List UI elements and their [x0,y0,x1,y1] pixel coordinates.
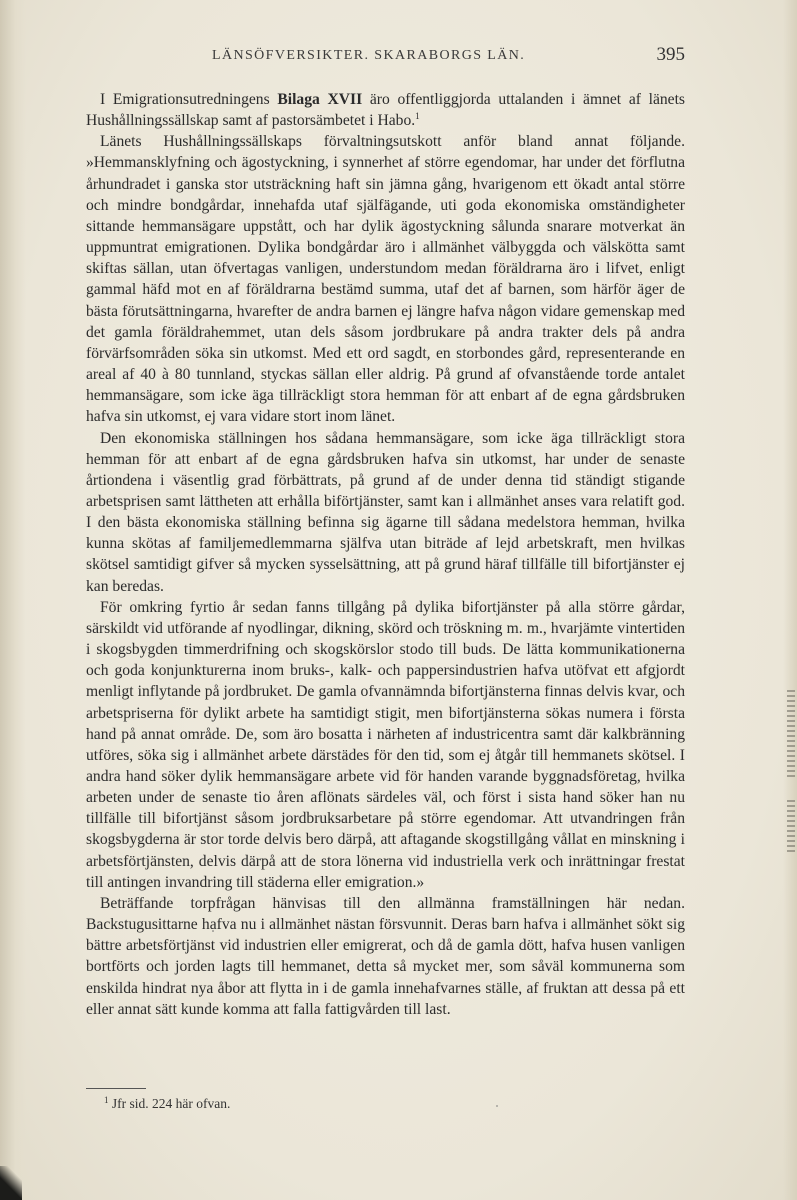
running-head: LÄNSÖFVERSIKTER. SKARABORGS LÄN. [212,48,526,63]
paragraph [86,89,685,131]
page-corner-shadow [0,1166,22,1200]
edge-mark [787,800,795,855]
body-text [86,89,685,1020]
footnote-marker: 1 [104,1095,109,1105]
footnote-divider [86,1088,146,1089]
paragraph-text: äro offentliggjorda uttalanden i ämnet af länets Hushållningssällskap samt af pastorsämbetet i Habo. [86,91,685,130]
page-number: 395 [656,44,685,65]
page-edge [783,0,797,1200]
footnote-reference: 1 [415,111,420,122]
paragraph: Länets Hushållningssällskaps förvaltningsutskott anför bland annat följande. »Hemmansklyfning och ägostyckning, i synnerhet af större egendomar, har under det förflutna århundradet i ganska stor utsträckning haft sin jämna gång, hvarigenom ett ökadt antal större och mindre bondgårdar, innehafda utaf själfägande, uti goda ekonomiska omständigheter sittande hemmansägare uppstått, och har dylik ägostyckning sålunda snarare motverkat än uppmuntrat emigrationen. Dylika bondgårdar äro i allmänhet välbyggda och välskötta samt skiftas sällan, utan öfvertagas vanligen, understundom medan föräldrarna äro i lifvet, enligt gammal häfd mot en af föräldrarna bestämd summa, utaf det af barnen, som härför äger de bästa förutsättningarna, hvarefter de andra barnen ej längre hafva någon vidare gemenskap med det gamla föräldrahemmet, utan dels såsom jordbrukare på andra trakter dels på andra förvärfsområden söka sin utkomst. Med ett ord sagdt, en storbondes gård, representerande en areal af 40 à 80 tunnland, styckas sällan eller aldrig. På grund af ofvanstående torde antalet hemmansägare, som icke äga tillräckligt stora hemman för att enbart af de egna gårdsbruken hafva sin utkomst, ej vara vidare stort inom länet. [86,133,685,426]
spine-shadow [0,0,26,1200]
paper-speck [496,1105,498,1107]
footnote [104,1096,230,1112]
footnote-text: Jfr sid. 224 här ofvan. [111,1096,231,1111]
paragraph: För omkring fyrtio år sedan fanns tillgång på dylika bifortjänster på alla större gårdar, särskildt vid utförande af nyodlingar, dikning, skörd och tröskning m. m., hvarjämte vintertiden i skogsbygden timmerdrifning och skogskörslor stodo till buds. De lätta kommunikationerna och goda konjunkturerna inom bruks-, kalk- och pappersindustrien hafva utöfvat ett afgjordt menligt inflytande på jordbruket. De gamla ofvannämnda bifortjänsterna finnas delvis kvar, och arbetspriserna för dylikt arbete ha samtidigt stigit, men bifortjänsterna sökas numera i första hand på annat område. De, som äro bosatta i närheten af industricentra samt där kalkbränning utföres, söka sig i allmänhet arbete därstädes för den tid, som ej åtgår till hemmanets skötsel. I andra hand söker dylik hemmansägare arbete vid för handen varande byggnadsföretag, hvilka arbeten under de senaste tio åren aflönats särdeles väl, och först i sista hand söker han nu tillfälle till bifortjänst såsom jordbruksarbetare på större egendomar. Att utvandringen från skogsbygderna är stor torde delvis bero därpå, att aftagande skogstillgång vållat en minskning i arbetsförtjänsten, delvis därpå att de stora lönerna vid industriella verk och inrättningar frestat till antingen invandring till städerna eller emigration.» [86,598,685,891]
paragraph-text: I Emigrationsutredningens [100,91,278,108]
page-header [90,44,685,68]
paragraph: Beträffande torpfrågan hänvisas till den allmänna framställningen här nedan. Backstugusittarne hafva nu i allmänhet nästan försvunnit. Deras barn hafva i allmänhet sökt sig bättre arbetsförtjänst vid industrien eller emigrerat, och då de gamla dött, hafva husen vanligen bortförts och jorden lagts till hemmanet, detta så mycket mer, som såväl kommunerna som enskilda hindrat nya åbor att flytta in i de gamla innehafvarnes ställe, af fruktan att dessa på ett eller annat sätt kunde komma att falla fattigvården till last. [86,894,685,1018]
edge-mark [787,690,795,780]
paragraph: Den ekonomiska ställningen hos sådana hemmansägare, som icke äga tillräckligt stora hemman för att enbart af de egna gårdsbruken hafva sin utkomst, har under de senaste årtiondena i väsentlig grad förbättrats, på grund af de under denna tid ständigt stigande arbetsprisen samt lättheten att erhålla biförtjänster, samt kan i allmänhet anses vara relatift god. I den bästa ekonomiska ställning befinna sig ägarne till sådana medelstora hemman, hvilka kunna skötas af familjemedlemmarna själfva utan biträde af lejd arbetskraft, men hvilkas skötsel samtidigt gifver så mycken sysselsättning, att på grund häraf tillfälle till bifortjänster ej kan beredas. [86,429,685,595]
bold-reference: Bilaga XVII [277,91,363,108]
